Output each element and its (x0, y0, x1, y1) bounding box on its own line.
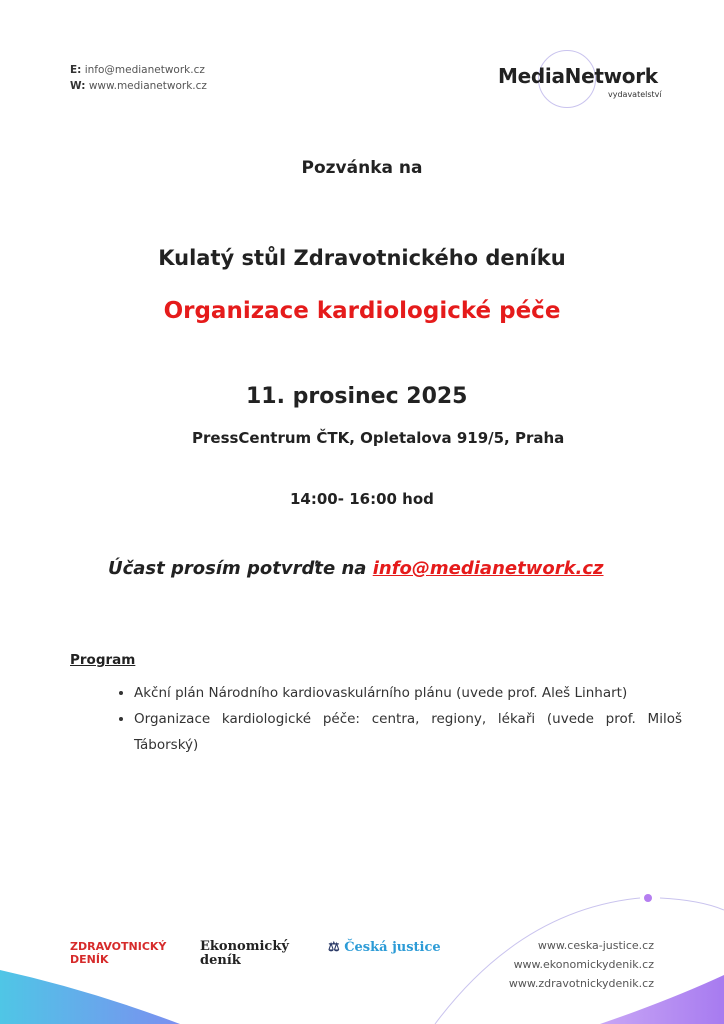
rsvp-email-link[interactable]: info@medianetwork.cz (372, 558, 604, 579)
program-item: • Organizace kardiologické péče: centra, regiony, lékaři (uvede prof. Miloš Táborský) (134, 706, 682, 758)
program-list (110, 680, 682, 758)
program-heading: Program (70, 652, 136, 668)
medianetwork-logo (498, 50, 662, 110)
website[interactable]: www.medianetwork.cz (88, 80, 207, 92)
invite-lead: Pozvánka na (301, 158, 423, 178)
ceska-justice-text: Česká justice (344, 940, 441, 955)
event-place: PressCentrum ČTK, Opletalova 919/5, Praha (192, 429, 565, 447)
event-title: Kulatý stůl Zdravotnického deníku (158, 246, 566, 270)
event-time: 14:00- 16:00 hod (290, 490, 434, 508)
url-link[interactable]: www.ceska-justice.cz (537, 939, 654, 952)
rsvp (108, 558, 604, 579)
program-item: • Akční plán Národního kardiovaskulárního plánu (uvede prof. Aleš Linhart) (134, 680, 682, 706)
footer-urls (509, 936, 654, 993)
gavel-icon: ⚖ (328, 940, 345, 955)
web-label: W: (70, 80, 86, 92)
rsvp-text: Účast prosím potvrďte na (108, 558, 373, 579)
url-link[interactable]: www.ekonomickydenik.cz (513, 958, 654, 971)
event-subtitle: Organizace kardiologické péče (163, 298, 561, 324)
ekonomicky-denik-logo: Ekonomický deník (200, 939, 289, 968)
logo-name: MediaNetwork (498, 64, 658, 88)
email[interactable]: info@medianetwork.cz (84, 64, 205, 76)
email-label: E: (70, 64, 82, 76)
event-date: 11. prosinec 2025 (246, 384, 468, 409)
url-link[interactable]: www.zdravotnickydenik.cz (508, 977, 654, 990)
contact-info (70, 62, 207, 94)
ceska-justice-logo (328, 940, 441, 955)
zdravotnicky-denik-logo: ZDRAVOTNICKÝ DENÍK (70, 940, 167, 966)
logo-sub: vydavatelství (608, 90, 662, 99)
